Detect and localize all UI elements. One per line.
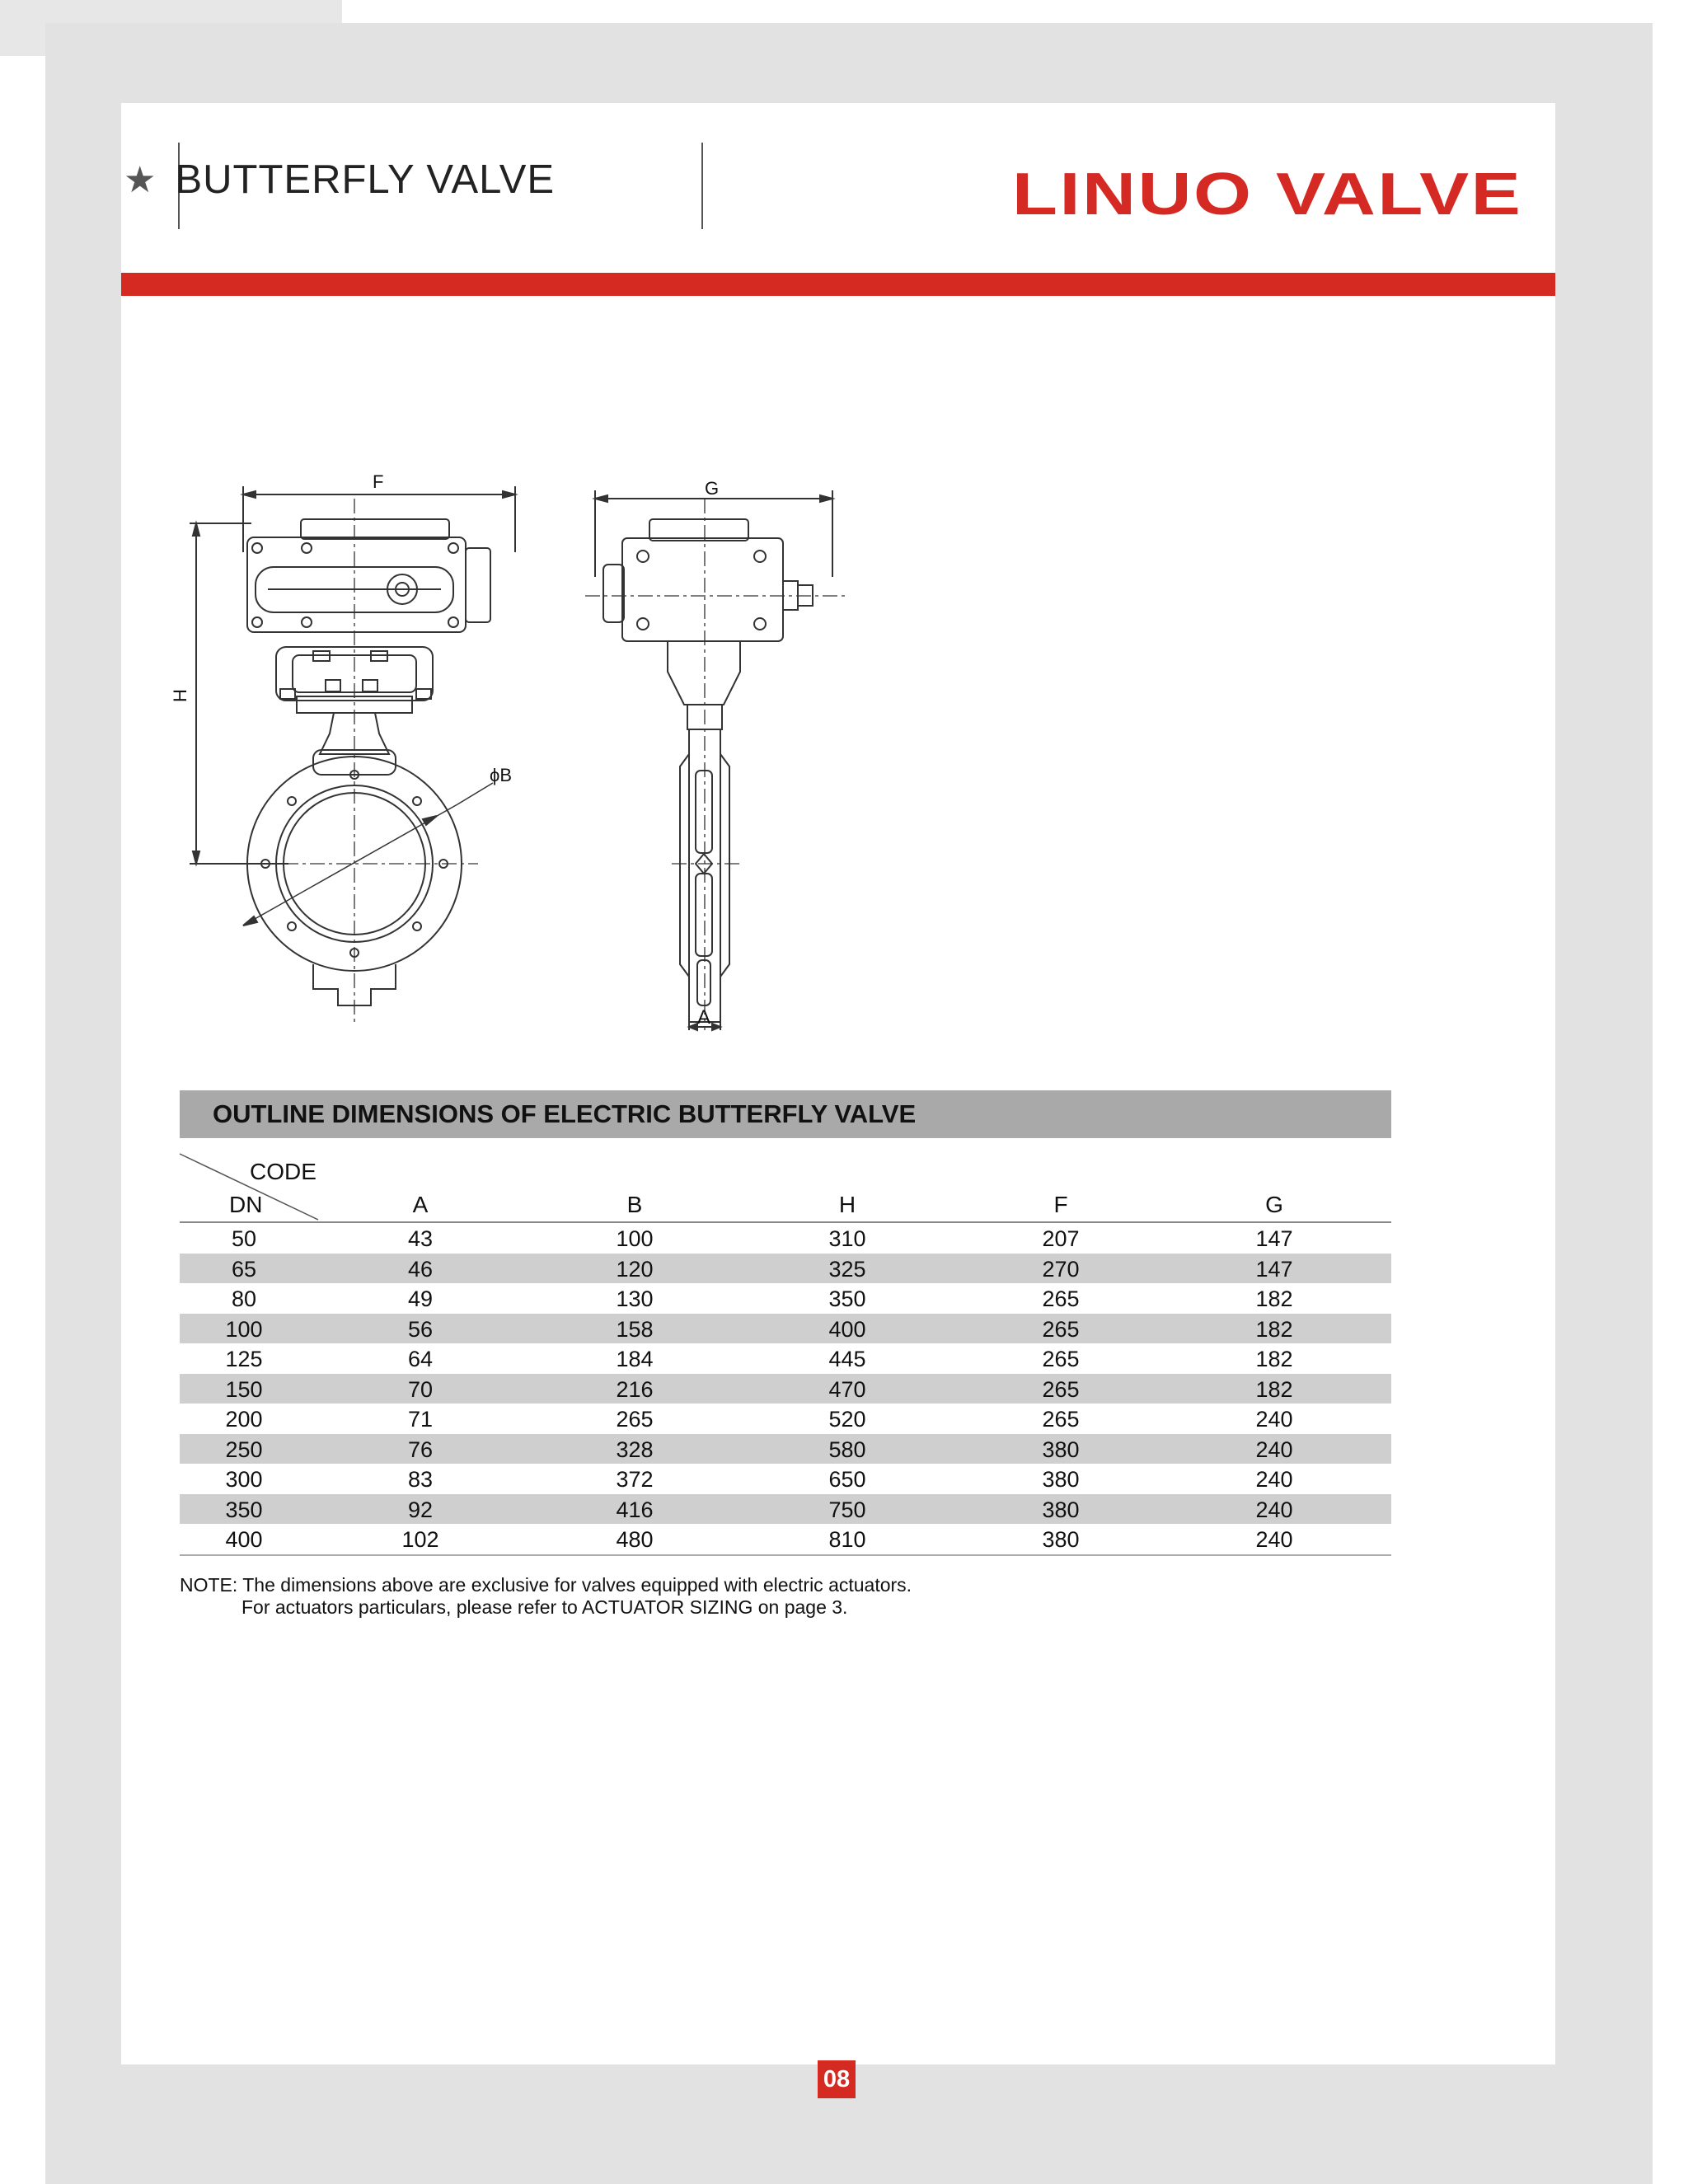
table-header	[180, 1154, 1391, 1223]
table-cell-g: 147	[1255, 1226, 1293, 1251]
dimensions-table	[180, 1154, 1391, 1556]
table-cell-dn: 80	[231, 1286, 257, 1311]
table-cell-g: 182	[1255, 1316, 1293, 1342]
table-cell-b: 416	[616, 1497, 654, 1522]
table-cell-a: 76	[407, 1436, 434, 1462]
side-view	[585, 478, 845, 1030]
table-cell-a: 43	[407, 1226, 434, 1251]
table-cell-g: 182	[1255, 1376, 1293, 1402]
table-cell-h: 520	[828, 1407, 866, 1432]
table-note	[180, 1574, 912, 1619]
table-cell-a: 71	[407, 1407, 434, 1432]
table-cell-dn: 250	[225, 1436, 263, 1462]
table-cell-a: 56	[407, 1316, 434, 1342]
table-cell-b: 372	[616, 1467, 654, 1492]
table-cell-b: 120	[616, 1256, 654, 1282]
table-cell-h: 400	[828, 1316, 866, 1342]
valve-technical-drawing	[170, 462, 874, 1038]
table-row	[180, 1283, 1391, 1314]
page-corner	[0, 23, 45, 56]
page-title	[124, 157, 555, 203]
table-body	[180, 1223, 1391, 1554]
table-corner-code: CODE	[250, 1159, 316, 1184]
table-row	[180, 1404, 1391, 1434]
column-header-g: G	[1265, 1192, 1283, 1217]
table-row	[180, 1434, 1391, 1465]
table-cell-h: 470	[828, 1376, 866, 1402]
table-cell-f: 265	[1042, 1376, 1080, 1402]
section-heading: OUTLINE DIMENSIONS OF ELECTRIC BUTTERFLY VALVE	[213, 1099, 917, 1128]
table-cell-g: 182	[1255, 1347, 1293, 1371]
table-row	[180, 1494, 1391, 1525]
table-cell-dn: 125	[225, 1347, 263, 1371]
document-page	[121, 103, 1555, 2064]
table-cell-dn: 65	[231, 1256, 257, 1282]
table-cell-f: 265	[1042, 1407, 1080, 1432]
note-line-2: For actuators particulars, please refer to ACTUATOR SIZING on page 3.	[241, 1596, 848, 1618]
header-divider-right	[701, 143, 703, 229]
table-row	[180, 1524, 1391, 1554]
table-cell-dn: 50	[231, 1226, 257, 1251]
table-cell-dn: 200	[225, 1407, 263, 1432]
note-line-1: NOTE: The dimensions above are exclusive for valves equipped with electric actuators.	[180, 1574, 912, 1596]
table-cell-h: 810	[828, 1527, 866, 1552]
table-cell-g: 240	[1255, 1497, 1293, 1522]
table-row	[180, 1374, 1391, 1404]
table-cell-b: 184	[616, 1347, 654, 1371]
table-cell-h: 750	[828, 1497, 866, 1522]
table-cell-g: 240	[1255, 1527, 1293, 1552]
table-cell-b: 158	[616, 1316, 654, 1342]
table-cell-dn: 300	[225, 1467, 263, 1492]
table-cell-g: 182	[1255, 1286, 1293, 1311]
table-cell-dn: 150	[225, 1376, 263, 1402]
dim-label-f: F	[373, 471, 384, 492]
brand-logo: LINUO VALVE	[1012, 162, 1523, 227]
table-cell-a: 64	[407, 1347, 434, 1371]
table-cell-f: 265	[1042, 1347, 1080, 1371]
table-cell-b: 265	[616, 1407, 654, 1432]
table-cell-a: 102	[401, 1527, 439, 1552]
page-corner	[0, 0, 342, 23]
table-cell-g: 240	[1255, 1407, 1293, 1432]
table-row	[180, 1223, 1391, 1254]
dim-label-a: A	[697, 1006, 711, 1029]
table-corner-dn: DN	[229, 1192, 263, 1217]
table-cell-f: 380	[1042, 1527, 1080, 1552]
table-cell-h: 350	[828, 1286, 866, 1311]
table-cell-b: 100	[616, 1226, 654, 1251]
dim-label-h: H	[170, 689, 190, 702]
section-heading-bar	[180, 1090, 1391, 1138]
table-cell-g: 240	[1255, 1436, 1293, 1462]
column-header-a: A	[412, 1192, 429, 1217]
table-cell-b: 328	[616, 1436, 654, 1462]
table-cell-f: 265	[1042, 1286, 1080, 1311]
table-cell-g: 240	[1255, 1467, 1293, 1492]
header-red-bar	[121, 273, 1555, 296]
column-header-f: F	[1053, 1192, 1068, 1217]
table-cell-a: 92	[407, 1497, 434, 1522]
table-cell-f: 270	[1042, 1256, 1080, 1282]
column-header-b: B	[626, 1192, 643, 1217]
front-view	[170, 471, 515, 1022]
table-cell-dn: 400	[225, 1527, 263, 1552]
page-title-text: BUTTERFLY VALVE	[175, 157, 556, 202]
table-cell-h: 325	[828, 1256, 866, 1282]
table-cell-b: 130	[616, 1286, 654, 1311]
table-cell-f: 207	[1042, 1226, 1080, 1251]
table-row	[180, 1254, 1391, 1284]
table-cell-dn: 100	[225, 1316, 263, 1342]
dim-label-g: G	[705, 478, 720, 499]
table-cell-f: 265	[1042, 1316, 1080, 1342]
column-header-h: H	[838, 1192, 856, 1217]
table-cell-h: 580	[828, 1436, 866, 1462]
table-cell-b: 480	[616, 1527, 654, 1552]
page-number: 08	[818, 2060, 856, 2098]
table-cell-f: 380	[1042, 1467, 1080, 1492]
table-cell-b: 216	[616, 1376, 654, 1402]
table-cell-f: 380	[1042, 1436, 1080, 1462]
table-bottom-rule	[180, 1554, 1391, 1556]
table-cell-h: 445	[828, 1347, 866, 1371]
table-cell-a: 49	[407, 1286, 434, 1311]
table-cell-a: 70	[407, 1376, 434, 1402]
table-cell-a: 83	[407, 1467, 434, 1492]
table-cell-a: 46	[407, 1256, 434, 1282]
table-row	[180, 1314, 1391, 1344]
table-row	[180, 1343, 1391, 1374]
table-cell-g: 147	[1255, 1256, 1293, 1282]
table-row	[180, 1464, 1391, 1494]
table-cell-f: 380	[1042, 1497, 1080, 1522]
star-icon: ★	[124, 159, 157, 200]
dim-label-b: ϕB	[490, 765, 512, 785]
table-cell-h: 310	[828, 1226, 866, 1251]
table-cell-dn: 350	[225, 1497, 263, 1522]
table-cell-h: 650	[828, 1467, 866, 1492]
